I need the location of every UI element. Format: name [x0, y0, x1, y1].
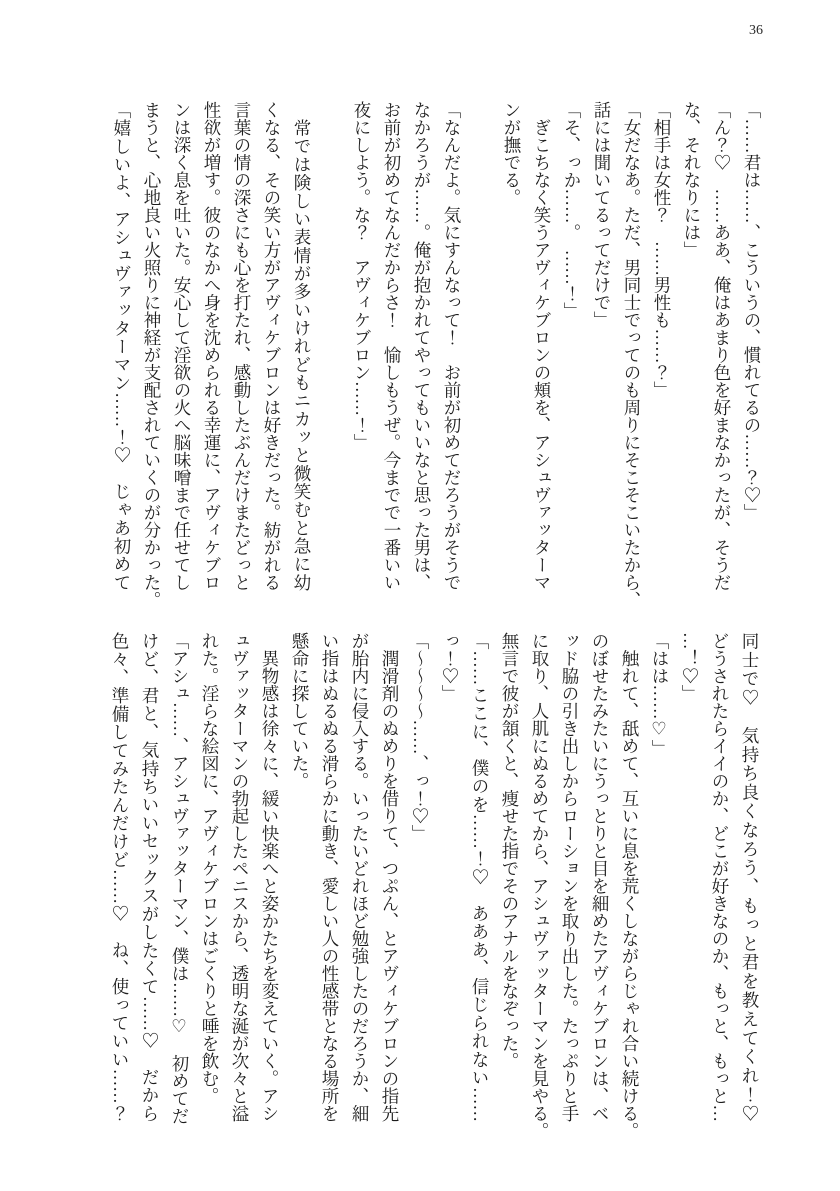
upper-text-block [107, 101, 767, 609]
text-column: 性欲が増す。彼のなかへ身を沈められる幸運に、アヴィケブロ [202, 101, 222, 591]
text-column: 「相手は女性？ ……男性も……？」 [652, 101, 672, 399]
page-number: 36 [749, 23, 763, 38]
text-column: ンは深く息を吐いた。安心して淫欲の火へ脳味噌まで任せてし [172, 101, 192, 591]
text-column: 無言で彼が頷くと、痩せた指でそのアナルをなぞった。 [500, 632, 520, 1070]
text-column: くなる、その笑い方がアヴィケブロンは好きだった。紡がれる [262, 101, 282, 591]
text-column: 同士で♡ 気持ち良くなろう、もっと君を教えてくれ！♡ [740, 632, 760, 1122]
text-column: な、それなりには」 [682, 101, 702, 259]
text-column: のぼせたみたいにうっとりと目を細めたアヴィケブロンは、ベ [590, 632, 610, 1122]
text-column: ュヴァッターマンの勃起したペニスから、透明な涎が次々と溢 [230, 632, 250, 1122]
text-column: お前が初めてなんだからさ！ 愉しもうぜ。今までで一番いい [382, 101, 402, 591]
text-column: 「そ、っか……。 ……！」 [562, 101, 582, 320]
blank-column [317, 101, 347, 591]
text-column: 常では険しい表情が多いけれどもニカッと微笑むと急に幼 [292, 101, 312, 591]
text-column: 話には聞いてるってだけで」 [592, 101, 612, 329]
text-column: 「なんだよ。気にすんなって！ お前が初めてだろうがそうで [442, 101, 462, 591]
text-column: どうされたらイイのか、どこが好きなのか、もっと、もっと… [710, 632, 730, 1122]
text-column: 「嬉しいよ、アシュヴァッターマン……！♡ じゃあ初めて [112, 101, 132, 591]
text-column: ンが撫でる。 [502, 101, 522, 206]
blank-column [467, 101, 497, 591]
text-column: が胎内に侵入する。いったいどれほど勉強したのだろうか、細 [350, 632, 370, 1122]
text-column: 「〜〜〜〜……、っ！♡」 [410, 632, 430, 842]
text-column: 夜にしよう。な？ アヴィケブロン……！」 [352, 101, 372, 451]
text-column: 「はは……♡」 [650, 632, 670, 757]
text-column: ッド脇の引き出しからローションを取り出した。たっぷりと手 [560, 632, 580, 1122]
text-column: 「女だなあ。ただ、男同士でってのも周りにそこそこいたから、 [622, 101, 642, 609]
text-column: 言葉の情の深さにも心を打たれ、感動したぶんだけまたどっと [232, 101, 252, 591]
text-column: 異物感は徐々に、緩い快楽へと姿かたちを変えていく。アシ [260, 632, 280, 1122]
lower-text-block [105, 632, 765, 1140]
text-column: ぎこちなく笑うアヴィケブロンの頬を、アシュヴァッターマ [532, 101, 552, 591]
text-column: けど、君と、気持ちいいセックスがしたくて……♡ だから [140, 632, 160, 1122]
text-column: なかろうが……。俺が抱かれてやってもいいなと思った男は、 [412, 101, 432, 591]
text-column: 色々、準備してみたんだけど……♡ ね、使っていい……？ [110, 632, 130, 1122]
text-column: 懸命に探していた。 [290, 632, 310, 790]
text-column: 「……君は……、こういうの、慣れてるの……？♡」 [742, 101, 762, 521]
text-column: 触れて、舐めて、互いに息を荒くしながらじゃれ合い続ける。 [620, 632, 640, 1140]
text-column: れた。淫らな絵図に、アヴィケブロンはごくりと唾を飲む。 [200, 632, 220, 1105]
text-column: い指はぬるぬる滑らかに動き、愛しい人の性感帯となる場所を [320, 632, 340, 1122]
text-column: まうと、心地良い火照りに神経が支配されていくのが分かった。 [142, 101, 162, 609]
text-column: に取り、人肌にぬるめてから、アシュヴァッターマンを見やる。 [530, 632, 550, 1140]
text-column: …！♡」 [680, 632, 700, 702]
text-column: 潤滑剤のぬめりを借りて、つぷん、とアヴィケブロンの指先 [380, 632, 400, 1122]
text-column: 「……ここに、僕のを……！♡ あああ、信じられない…… [470, 632, 490, 1122]
text-column: 「アシュ……、アシュヴァッターマン、僕は……♡ 初めてだ [170, 632, 190, 1125]
text-column: 「ん？♡ ……ああ、俺はあまり色を好まなかったが、そうだ [712, 101, 732, 591]
text-column: っ！♡」 [440, 632, 460, 702]
